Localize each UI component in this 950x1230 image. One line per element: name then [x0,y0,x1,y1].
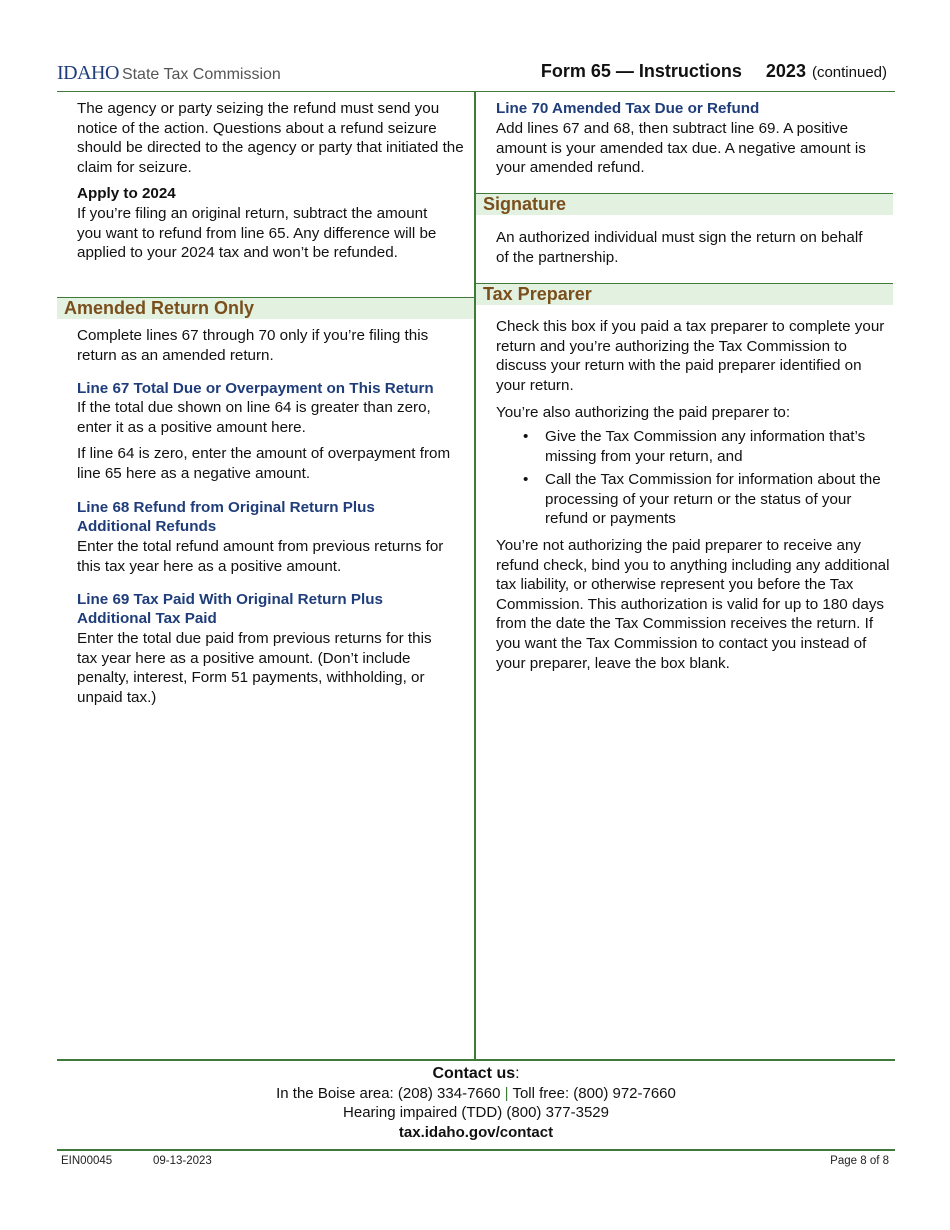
amended-return-title: Amended Return Only [64,298,255,318]
preparer-paragraph-1: Check this box if you paid a tax preparer to complete your return and you’re authorizing the Tax Commission to discuss your return with the paid preparer identified on your return. [496,318,885,394]
line-70-paragraph: Add lines 67 and 68, then subtract line 69. A positive amount is your amended tax due. A negative amount is your amended refund. [496,120,866,177]
page-number: Page 8 of 8 [830,1155,889,1167]
form-name: Form 65 — Instructions [540,61,742,81]
line-69-paragraph: Enter the total due paid from previous returns for this tax year here as a positive amount. (Don’t include penalty, interest, Form 51 payments, withholding, or unpaid tax.) [77,630,432,706]
form-year: 2023 [765,61,806,81]
phone-line [57,1084,895,1103]
signature-paragraph: An authorized individual must sign the return on behalf of the partnership. [496,229,863,266]
preparer-paragraph-3: You’re not authorizing the paid preparer to receive any refund check, bind you to anything including any additional tax liability, or otherwise represent you before the Tax Commission. This authorization is valid for up to 180 days from the date the Tax Commission receives the return. If you want the Tax Commission to contact you instead of your preparer, leave the box blank. [496,537,890,672]
line-69-heading-2: Additional Tax Paid [77,610,217,627]
contact-url[interactable]: tax.idaho.gov/contact [398,1124,554,1141]
contact-title-text: Contact us [432,1065,516,1082]
signature-title: Signature [483,194,567,214]
amended-return-section-header [57,297,474,319]
contact-title [57,1064,895,1084]
signature-section-header [476,193,893,215]
line-67-heading: Line 67 Total Due or Overpayment on This Return [77,380,434,397]
tax-preparer-section-header [476,283,893,305]
continued-label: (continued) [811,64,887,81]
page-header [57,58,895,92]
line-68-heading-1: Line 68 Refund from Original Return Plus [77,499,375,516]
list-item: • Call the Tax Commission for information about the processing of your return or the status of your refund or payments [496,470,894,529]
amended-intro-paragraph: Complete lines 67 through 70 only if you’re filing this return as an amended return. [77,327,429,364]
line-67-paragraph-2: If line 64 is zero, enter the amount of overpayment from line 65 here as a negative amount. [77,445,451,482]
phone-separator: | [504,1085,509,1102]
contact-block [57,1064,895,1144]
footer-divider-bottom [57,1149,895,1151]
form-title [541,61,887,82]
agency-name: State Tax Commission [121,66,281,83]
revision-date: 09-13-2023 [153,1155,212,1167]
line-68-heading-2: Additional Refunds [77,518,217,535]
tdd-phone: Hearing impaired (TDD) (800) 377-3529 [343,1104,609,1121]
tax-preparer-title: Tax Preparer [483,284,592,304]
boise-phone: In the Boise area: (208) 334-7660 [276,1085,501,1102]
refund-seizure-paragraph: The agency or party seizing the refund must send you notice of the action. Questions about a refund seizure should be directed to the agency or party that initiated the claim for seizure. [77,100,464,176]
line-67-paragraph-1: If the total due shown on line 64 is greater than zero, enter it as a positive amount here. [77,399,431,436]
apply-2024-paragraph: If you’re filing an original return, subtract the amount you want to refund from line 65. Any difference will be applied to your 2024 tax and won’t be refunded. [77,205,437,262]
apply-2024-heading: Apply to 2024 [77,185,176,202]
line-69-heading-1: Line 69 Tax Paid With Original Return Plus [77,591,383,608]
toll-free-phone: Toll free: (800) 972-7660 [512,1085,676,1102]
idaho-wordmark: IDAHO [57,62,119,84]
contact-title-colon: : [515,1065,520,1082]
line-70-heading: Line 70 Amended Tax Due or Refund [496,100,760,117]
agency-logo [57,62,281,85]
preparer-authorization-list [496,427,894,529]
form-id: EIN00045 [61,1155,113,1167]
preparer-paragraph-2: You’re also authorizing the paid preparer to: [496,404,791,421]
footer-divider-top [57,1059,895,1061]
list-item: • Give the Tax Commission any information that’s missing from your return, and [496,427,894,466]
column-divider [474,92,476,1059]
line-68-paragraph: Enter the total refund amount from previous returns for this tax year here as a positive amount. [77,538,444,575]
